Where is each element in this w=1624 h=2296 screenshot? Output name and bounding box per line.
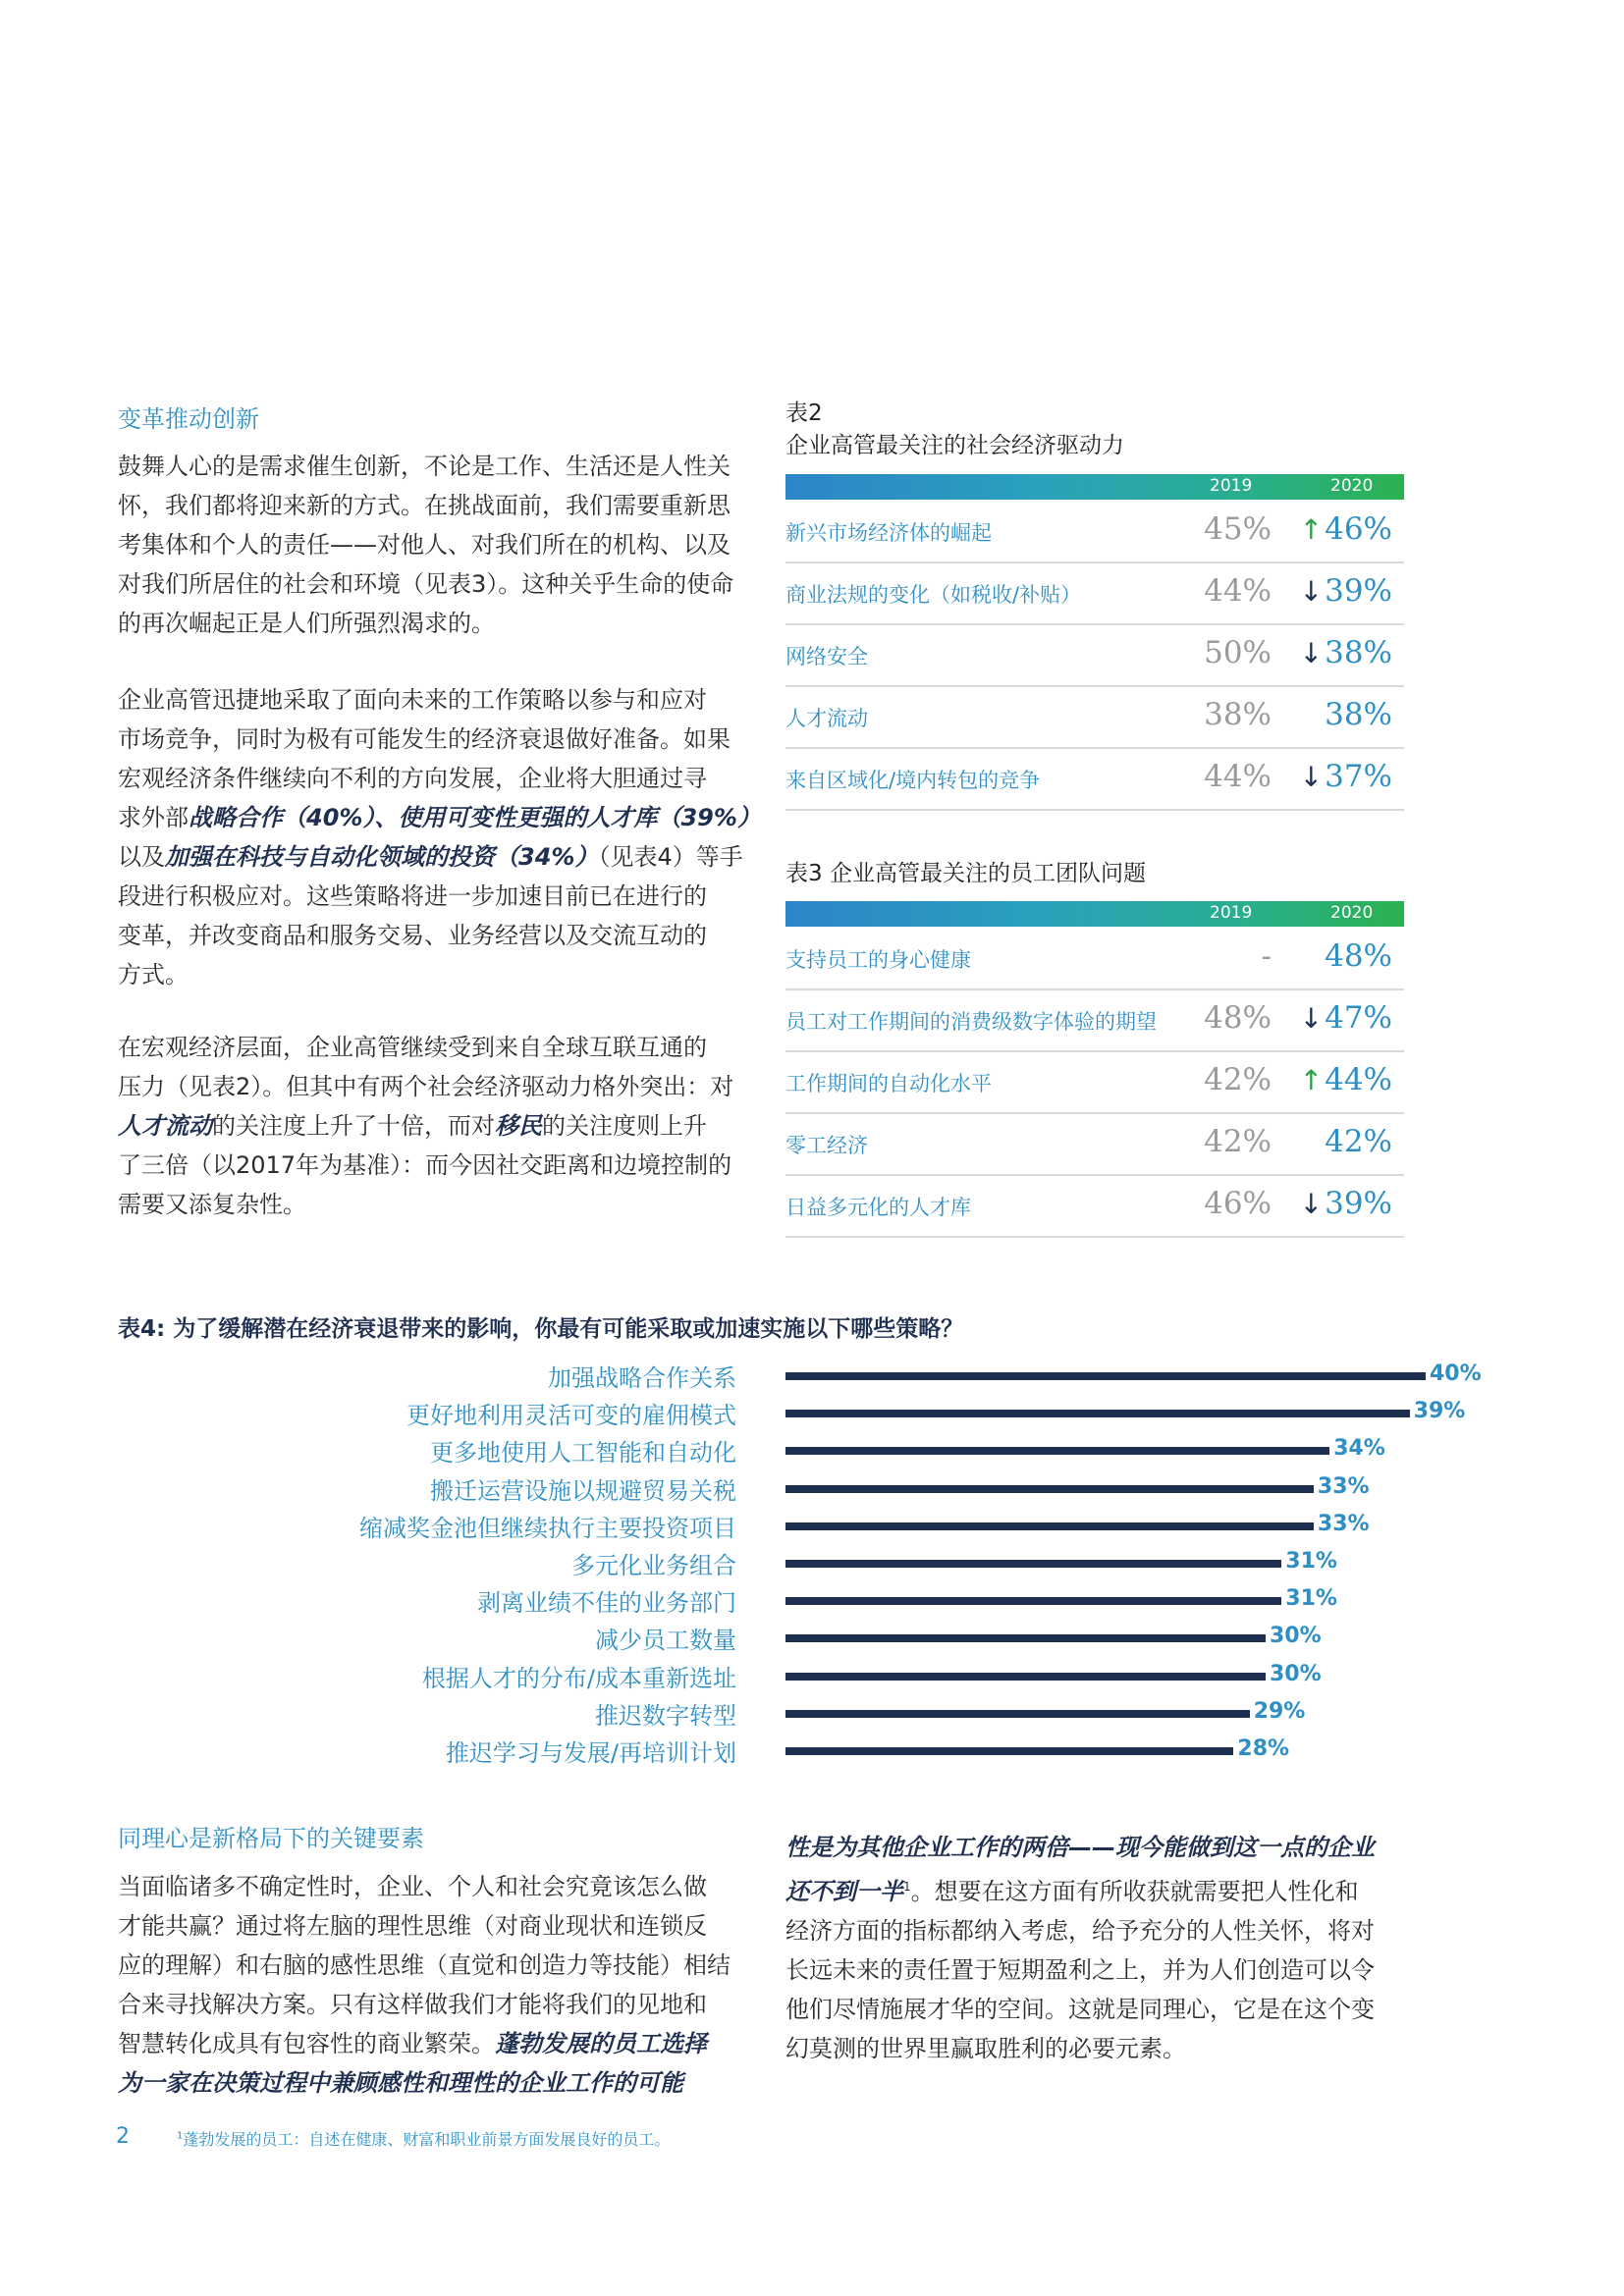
chart-data-label: 31% bbox=[1285, 1586, 1337, 1612]
chart-bar-row bbox=[118, 1658, 1591, 1695]
table2-row-label: 人才流动 bbox=[785, 707, 868, 730]
table2-value-2020: 38% bbox=[1325, 697, 1392, 732]
chart-category-label: 多元化业务组合 bbox=[571, 1552, 736, 1579]
section-heading-change: 变革推动创新 bbox=[118, 405, 259, 433]
table2-col-2020: 2020 bbox=[1330, 476, 1374, 496]
table2-row-label: 新兴市场经济体的崛起 bbox=[785, 521, 992, 545]
arrow-down-icon: ↓ bbox=[1299, 1188, 1324, 1220]
table2-body bbox=[785, 500, 1404, 814]
chart-data-label: 33% bbox=[1317, 1511, 1370, 1536]
table2-value-2019: 38% bbox=[1204, 697, 1272, 732]
paragraph-line: 的再次崛起正是人们所强烈渴求的。 bbox=[118, 610, 495, 637]
table2-row bbox=[785, 747, 1404, 811]
chart-category-label: 加强战略合作关系 bbox=[548, 1364, 736, 1392]
table3-value-2020: ↓47% bbox=[1299, 1000, 1392, 1036]
paragraph-line: 对我们所居住的社会和环境（见表3）。这种关乎生命的使命 bbox=[118, 570, 734, 598]
table2-value-2020: ↓39% bbox=[1299, 573, 1392, 609]
arrow-up-icon: ↑ bbox=[1299, 513, 1324, 546]
table3-value-2019: - bbox=[1261, 938, 1272, 974]
chart-data-label: 29% bbox=[1253, 1698, 1306, 1724]
table3-row-label: 工作期间的自动化水平 bbox=[785, 1072, 992, 1095]
table2-row-label: 商业法规的变化（如税收/补贴） bbox=[785, 583, 1082, 607]
table3-value-2020: ↑44% bbox=[1299, 1062, 1392, 1097]
table2-row bbox=[785, 561, 1404, 625]
table3-row-label: 日益多元化的人才库 bbox=[785, 1196, 971, 1219]
table3-col-2019: 2019 bbox=[1210, 903, 1253, 923]
paragraph-line: 鼓舞人心的是需求催生创新，不论是工作、生活还是人性关 bbox=[118, 453, 731, 480]
chart-bar bbox=[785, 1372, 1426, 1380]
chart-bar bbox=[785, 1597, 1281, 1605]
chart-bar-row bbox=[118, 1545, 1591, 1582]
table2-header-bar bbox=[785, 474, 1404, 500]
paragraph-strategies: 企业高管迅捷地采取了面向未来的工作策略以参与和应对 市场竞争，同时为极有可能发生的经济衰退做好准备。如果 宏观经济条件继续向不利的方向发展，企业将大胆通过寻 求外部战略合作（40%）、使用可变性更强的人才库（39%） 以及加强在科技与自动化领域的投资（34%）（见表4）等手 段进行积极应对。这些策略将进一步加速目前已在进行的 变革，并改变商品和服务交易、业务经营以及交流互动的 方式。 bbox=[118, 686, 761, 988]
table3-body bbox=[785, 927, 1404, 1241]
table3-row bbox=[785, 1174, 1404, 1238]
table3-value-2020: ↓39% bbox=[1299, 1186, 1392, 1221]
chart-category-label: 减少员工数量 bbox=[595, 1627, 736, 1655]
chart-category-label: 缩减奖金池但继续执行主要投资项目 bbox=[359, 1514, 736, 1542]
footnote: $^1$蓬勃发展的员工：自述在健康、财富和职业前景方面发展良好的员工。 bbox=[177, 2130, 671, 2149]
arrow-up-icon: ↑ bbox=[1299, 1064, 1324, 1096]
chart-category-label: 剥离业绩不佳的业务部门 bbox=[477, 1589, 736, 1618]
chart-bar-row bbox=[118, 1395, 1591, 1432]
chart-bar bbox=[785, 1634, 1266, 1642]
table2-row-label: 来自区域化/境内转包的竞争 bbox=[785, 769, 1041, 792]
chart-title: 表4: 为了缓解潜在经济衰退带来的影响，你最有可能采取或加速实施以下哪些策略？ bbox=[118, 1316, 964, 1342]
table2-row bbox=[785, 685, 1404, 749]
table2-row-label: 网络安全 bbox=[785, 645, 868, 668]
chart-bar-row bbox=[118, 1508, 1591, 1545]
table2-row bbox=[785, 623, 1404, 687]
chart-data-label: 40% bbox=[1430, 1362, 1482, 1386]
table3-row bbox=[785, 1112, 1404, 1176]
table3-value-2020: 48% bbox=[1325, 938, 1392, 974]
chart-bar-row bbox=[118, 1432, 1591, 1469]
section-heading-empathy: 同理心是新格局下的关键要素 bbox=[118, 1825, 424, 1852]
table2-value-2020: ↓38% bbox=[1299, 635, 1392, 670]
arrow-down-icon: ↓ bbox=[1299, 575, 1324, 608]
chart-data-label: 31% bbox=[1285, 1549, 1337, 1574]
table3-col-2020: 2020 bbox=[1330, 903, 1374, 923]
table3-value-2019: 42% bbox=[1204, 1062, 1272, 1097]
chart-bar bbox=[785, 1747, 1233, 1755]
table3-title: 表3 企业高管最关注的员工团队问题 bbox=[785, 861, 1146, 886]
paragraph-line: 怀，我们都将迎来新的方式。在挑战面前，我们需要重新思 bbox=[118, 492, 731, 519]
paragraph-line: 考集体和个人的责任——对他人、对我们所在的机构、以及 bbox=[118, 531, 731, 559]
table2-col-2019: 2019 bbox=[1210, 476, 1253, 496]
paragraph-macroeconomics: 在宏观经济层面，企业高管继续受到来自全球互联互通的 压力（见表2）。但其中有两个社会经济驱动力格外突出：对 人才流动的关注度上升了十倍，而对移民的关注度则上升 了三倍（以2017年为基准）：而今因社交距离和边境控制的 需要又添复杂性。 bbox=[118, 1034, 734, 1218]
chart-bar bbox=[785, 1673, 1266, 1681]
table3-row bbox=[785, 988, 1404, 1052]
paragraph-empathy: 当面临诸多不确定性时，企业、个人和社会究竟该怎么做 才能共赢？通过将左脑的理性思维（对商业现状和连锁反 应的理解）和右脑的感性思维（直觉和创造力等技能）相结 合来寻找解决方案。只有这样做我们才能将我们的见地和 智慧转化成具有包容性的商业繁荣。蓬勃发展的员工选择 为一家在决策过程中兼顾感性和理性的企业工作的可能 bbox=[118, 1873, 731, 2097]
chart-category-label: 搬迁运营设施以规避贸易关税 bbox=[430, 1476, 736, 1505]
chart-table4 bbox=[118, 1358, 1591, 1770]
table3-value-2019: 42% bbox=[1204, 1124, 1272, 1159]
chart-bar-row bbox=[118, 1620, 1591, 1657]
table3-row-label: 支持员工的身心健康 bbox=[785, 948, 971, 972]
table2-value-2019: 44% bbox=[1204, 759, 1272, 794]
chart-category-label: 更好地利用灵活可变的雇佣模式 bbox=[406, 1402, 736, 1430]
table2-value-2019: 50% bbox=[1204, 635, 1272, 670]
chart-data-label: 39% bbox=[1413, 1399, 1466, 1424]
chart-data-label: 30% bbox=[1270, 1661, 1322, 1686]
table3-row-label: 员工对工作期间的消费级数字体验的期望 bbox=[785, 1010, 1157, 1034]
table3 bbox=[785, 858, 1404, 1241]
chart-category-label: 推迟数字转型 bbox=[595, 1701, 736, 1730]
chart-category-label: 更多地使用人工智能和自动化 bbox=[430, 1439, 736, 1468]
table2-value-2020: ↓37% bbox=[1299, 759, 1392, 794]
chart-bar-row bbox=[118, 1733, 1591, 1770]
chart-bar bbox=[785, 1710, 1250, 1718]
table3-header-bar bbox=[785, 901, 1404, 927]
chart-data-label: 33% bbox=[1317, 1473, 1370, 1499]
arrow-down-icon: ↓ bbox=[1299, 637, 1324, 669]
chart-bar bbox=[785, 1485, 1314, 1493]
paragraph-innovation bbox=[118, 447, 733, 643]
table3-row bbox=[785, 927, 1404, 990]
chart-category-label: 根据人才的分布/成本重新选址 bbox=[421, 1664, 736, 1692]
chart-bar bbox=[785, 1410, 1410, 1417]
chart-bar bbox=[785, 1560, 1281, 1568]
table2-value-2019: 44% bbox=[1204, 573, 1272, 609]
chart-bar-row bbox=[118, 1695, 1591, 1733]
chart-data-label: 30% bbox=[1270, 1624, 1322, 1649]
table3-row-label: 零工经济 bbox=[785, 1134, 868, 1157]
table3-value-2019: 46% bbox=[1204, 1186, 1272, 1221]
table2-label: 表2 bbox=[785, 400, 823, 426]
paragraph-empathy-continued: 性是为其他企业工作的两倍——现今能做到这一点的企业 还不到一半$^1$。想要在这方面有所收获就需要把人性化和 经济方面的指标都纳入考虑，给予充分的人性关怀，将对 长远未来的责任置于短期盈利之上，并为人们创造可以令 他们尽情施展才华的空间。这就是同理心，它是在这个变 幻莫测的世界里赢取胜利的必要元素。 bbox=[785, 1834, 1375, 2062]
table2-value-2019: 45% bbox=[1204, 511, 1272, 547]
chart-bar-row bbox=[118, 1358, 1591, 1395]
arrow-down-icon: ↓ bbox=[1299, 761, 1324, 793]
table2 bbox=[785, 398, 1404, 814]
arrow-down-icon: ↓ bbox=[1299, 1002, 1324, 1035]
table2-title: 企业高管最关注的社会经济驱动力 bbox=[785, 433, 1124, 458]
chart-bar bbox=[785, 1447, 1329, 1455]
chart-bar-row bbox=[118, 1582, 1591, 1620]
chart-category-label: 推迟学习与发展/再培训计划 bbox=[445, 1739, 736, 1767]
chart-bar bbox=[785, 1522, 1314, 1530]
table2-value-2020: ↑46% bbox=[1299, 511, 1392, 547]
table3-value-2020: 42% bbox=[1325, 1124, 1392, 1159]
chart-data-label: 28% bbox=[1237, 1736, 1290, 1761]
page-number: 2 bbox=[116, 2124, 130, 2149]
table3-value-2019: 48% bbox=[1204, 1000, 1272, 1036]
chart-bar-row bbox=[118, 1470, 1591, 1508]
chart-data-label: 34% bbox=[1333, 1436, 1385, 1462]
table2-row bbox=[785, 500, 1404, 563]
table3-row bbox=[785, 1050, 1404, 1114]
